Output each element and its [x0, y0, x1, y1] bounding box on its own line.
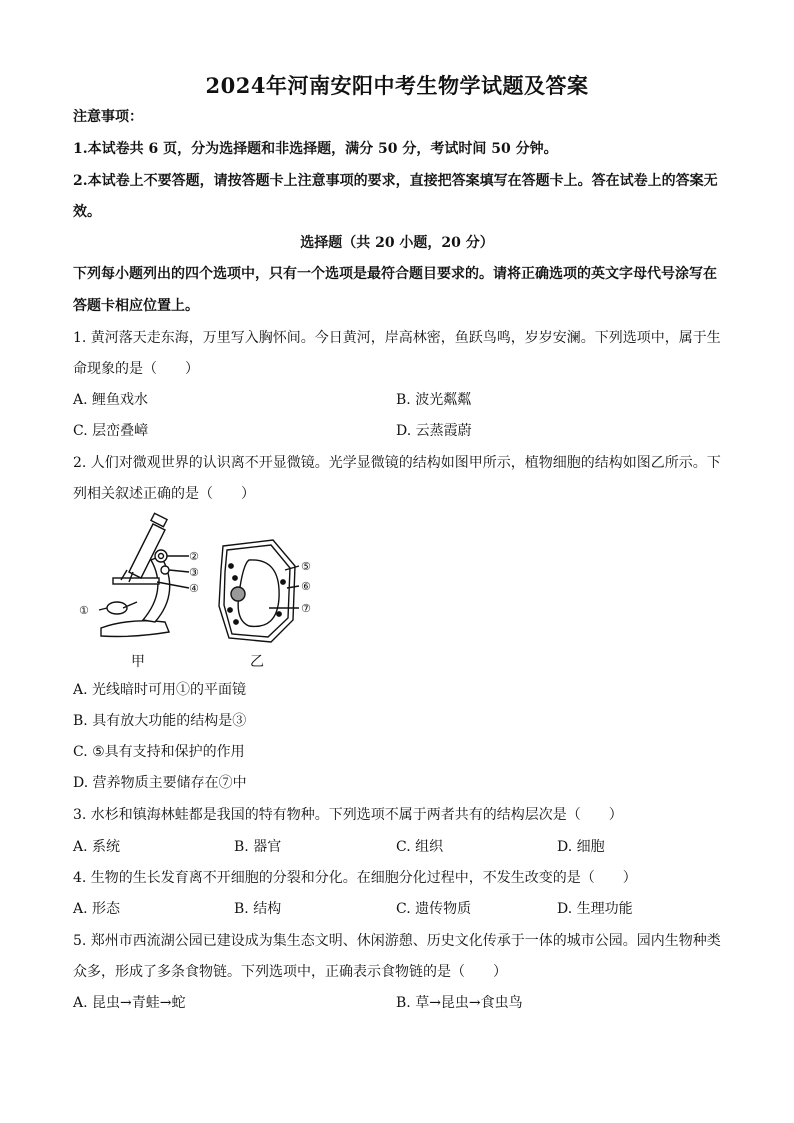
q4-option-a: A. 形态 [73, 901, 121, 917]
q1-option-c: C. 层峦叠嶂 [73, 423, 149, 439]
section-intro-cont: 答题卡相应位置上。 [73, 298, 199, 314]
q2-option-c: C. ⑤具有支持和保护的作用 [73, 744, 245, 760]
figure-label-4: ④ [189, 582, 199, 595]
q2-stem-cont: 列相关叙述正确的是（ ） [73, 486, 255, 502]
q2-stem: 2. 人们对微观世界的认识离不开显微镜。光学显微镜的结构如图甲所示，植物细胞的结构如图乙所示。下 [73, 455, 721, 471]
q1-option-d: D. 云蒸霞蔚 [396, 423, 472, 439]
q5-option-b: B. 草→昆虫→食虫鸟 [396, 995, 523, 1011]
q4-option-b: B. 结构 [234, 901, 282, 917]
q2-option-a: A. 光线暗时可用①的平面镜 [73, 682, 247, 698]
q1-option-a: A. 鲤鱼戏水 [73, 392, 149, 408]
q2-option-d: D. 营养物质主要储存在⑦中 [73, 775, 247, 791]
figure-caption-yi: 乙 [250, 654, 264, 670]
q3-stem: 3. 水杉和镇海林蛙都是我国的特有物种。下列选项不属于两者共有的结构层次是（ ） [73, 807, 623, 823]
section-title: 选择题（共 20 小题，20 分） [300, 235, 494, 251]
q1-stem-cont: 命现象的是（ ） [73, 361, 199, 377]
notice-item-2-cont: 效。 [73, 204, 101, 220]
section-intro: 下列每小题列出的四个选项中，只有一个选项是最符合题目要求的。请将正确选项的英文字母代号涂写在 [73, 266, 717, 282]
figure-label-3: ③ [189, 566, 199, 579]
q5-stem: 5. 郑州市西流湖公园已建设成为集生态文明、休闲游憩、历史文化传承于一体的城市公园。园内生物种类 [73, 933, 721, 949]
notice-heading: 注意事项： [73, 109, 143, 125]
notice-item-1: 1.本试卷共 6 页，分为选择题和非选择题，满分 50 分，考试时间 50 分钟。 [73, 141, 558, 157]
q4-option-c: C. 遗传物质 [396, 901, 472, 917]
q1-stem: 1. 黄河落天走东海，万里写入胸怀间。今日黄河，岸高林密，鱼跃鸟鸣，岁岁安澜。下列选项中，属于生 [73, 330, 721, 346]
plant-cell-illustration [219, 540, 299, 642]
figure-label-6: ⑥ [301, 580, 311, 593]
q3-option-a: A. 系统 [73, 839, 121, 855]
q2-figure [73, 510, 343, 672]
q2-option-b: B. 具有放大功能的结构是③ [73, 713, 247, 729]
notice-item-2: 2.本试卷上不要答题，请按答题卡上注意事项的要求，直接把答案填写在答题卡上。答在试卷上的答案无 [73, 173, 718, 189]
q3-option-b: B. 器官 [234, 839, 282, 855]
figure-label-2: ② [189, 550, 199, 563]
q5-option-a: A. 昆虫→青蛙→蛇 [73, 995, 186, 1011]
q3-option-d: D. 细胞 [557, 839, 605, 855]
q1-option-b: B. 波光粼粼 [396, 392, 472, 408]
figure-label-1: ① [79, 604, 89, 617]
q3-option-c: C. 组织 [396, 839, 444, 855]
figure-label-5: ⑤ [301, 560, 311, 573]
q4-stem: 4. 生物的生长发育离不开细胞的分裂和分化。在细胞分化过程中，不发生改变的是（ ） [73, 870, 637, 886]
q4-option-d: D. 生理功能 [557, 901, 633, 917]
q5-stem-cont: 众多，形成了多条食物链。下列选项中，正确表示食物链的是（ ） [73, 964, 507, 980]
figure-label-7: ⑦ [301, 602, 311, 615]
page-title: 2024年河南安阳中考生物学试题及答案 [205, 73, 589, 98]
figure-caption-jia: 甲 [131, 654, 145, 670]
microscope-illustration [99, 513, 189, 636]
